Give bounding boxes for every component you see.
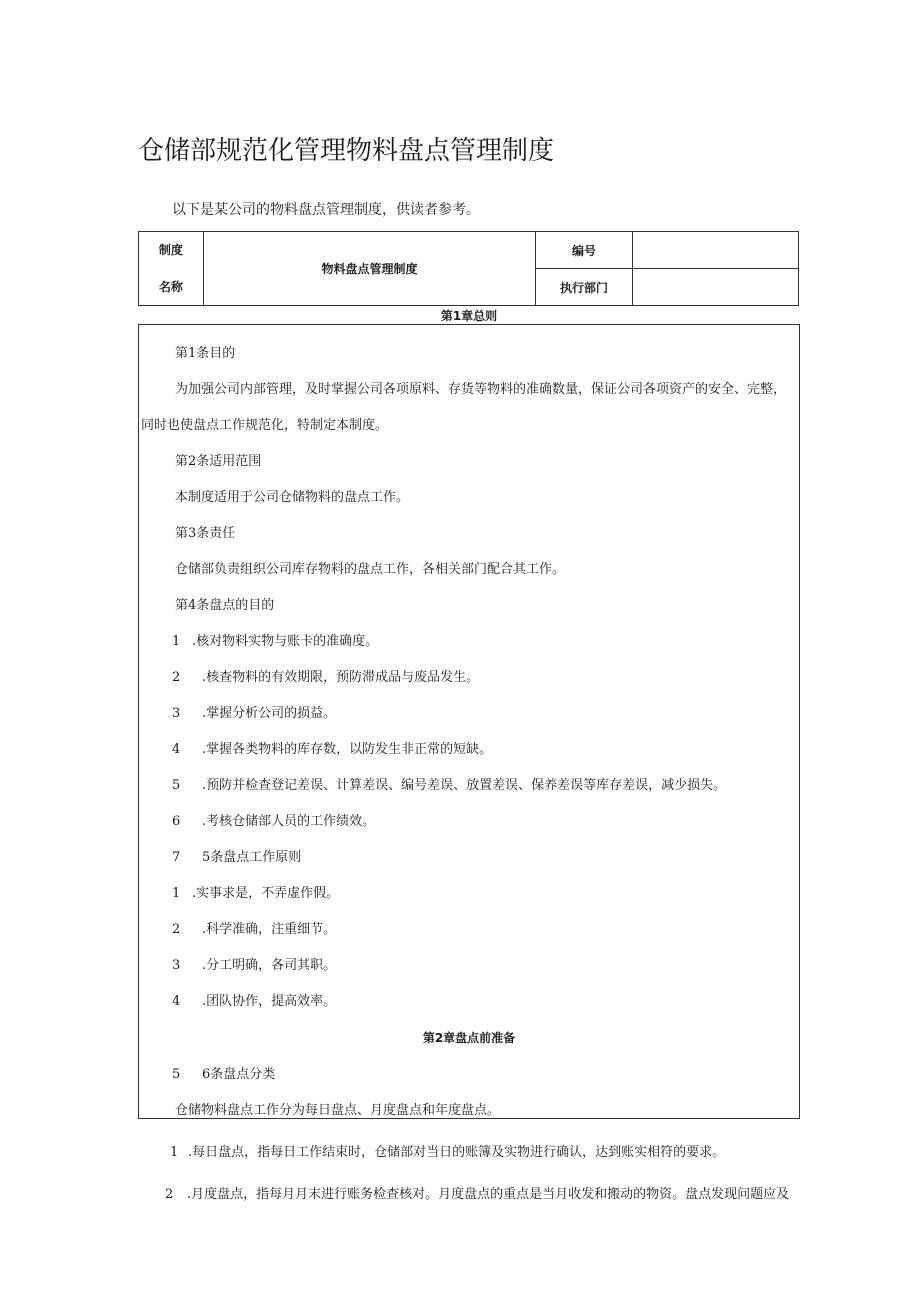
article1-title: 第1条目的 (175, 346, 236, 361)
list-item: 6 .考核仓储部人员的工作绩效。 (172, 814, 376, 829)
list-item: 3 .分工明确，各司其职。 (172, 958, 337, 973)
intro-paragraph: 以下是某公司的物料盘点管理制度，供读者参考。 (172, 202, 480, 218)
article6-title: 5 6条盘点分类 (172, 1067, 276, 1082)
list-item: 1 .每日盘点，指每日工作结束时，仓储部对当日的账簿及实物进行确认，达到账实相符的要求。 (170, 1145, 726, 1160)
list-item: 3 .掌握分析公司的损益。 (172, 706, 337, 721)
department-value (632, 269, 798, 306)
policy-name-label-cell (139, 232, 204, 306)
department-label: 执行部门 (536, 269, 633, 306)
article4-title: 第4条盘点的目的 (175, 598, 275, 613)
list-item: 2 .核查物料的有效期限，预防滞成品与废品发生。 (172, 670, 480, 685)
chapter2-heading: 第2章盘点前准备 (422, 1031, 516, 1045)
policy-name-value: 物料盘点管理制度 (203, 232, 535, 306)
article5-title: 7 5条盘点工作原则 (172, 850, 302, 865)
list-item: 4 .掌握各类物料的库存数，以防发生非正常的短缺。 (172, 742, 493, 757)
article3-title: 第3条责任 (175, 526, 236, 541)
list-item: 4 .团队协作，提高效率。 (172, 994, 337, 1009)
chapter-content-box (138, 324, 800, 1119)
policy-name-label-line1: 制度 (158, 242, 183, 257)
list-item: 1 .实事求是，不弄虚作假。 (172, 886, 340, 901)
article2-title: 第2条适用范围 (175, 454, 262, 469)
list-item: 2 .月度盘点，指每月月末进行账务检查核对。月度盘点的重点是当月收发和搬动的物资。盘点发现问题应及 (165, 1187, 790, 1202)
number-value (632, 232, 798, 269)
list-item: 1 .核对物料实物与账卡的准确度。 (172, 634, 379, 649)
article3-text: 仓储部负责组织公司库存物料的盘点工作，各相关部门配合其工作。 (175, 562, 566, 577)
list-item: 5 .预防并检查登记差误、计算差误、编号差误、放置差误、保养差误等库存差误，减少损失。 (172, 778, 727, 793)
article1-text-line2: 同时也使盘点工作规范化，特制定本制度。 (141, 418, 389, 433)
policy-name-label-line2: 名称 (158, 279, 183, 294)
document-title: 仓储部规范化管理物料盘点管理制度 (138, 136, 555, 166)
policy-header-table (138, 231, 799, 306)
number-label: 编号 (536, 232, 633, 269)
chapter1-heading: 第1章总则 (440, 309, 498, 323)
article2-text: 本制度适用于公司仓储物料的盘点工作。 (175, 490, 410, 505)
list-item: 2 .科学准确，注重细节。 (172, 922, 337, 937)
article6-text: 仓储物料盘点工作分为每日盘点、月度盘点和年度盘点。 (175, 1103, 501, 1118)
article1-text-line1: 为加强公司内部管理，及时掌握公司各项原料、存货等物料的准确数量，保证公司各项资产的安全、完整， (175, 382, 787, 397)
